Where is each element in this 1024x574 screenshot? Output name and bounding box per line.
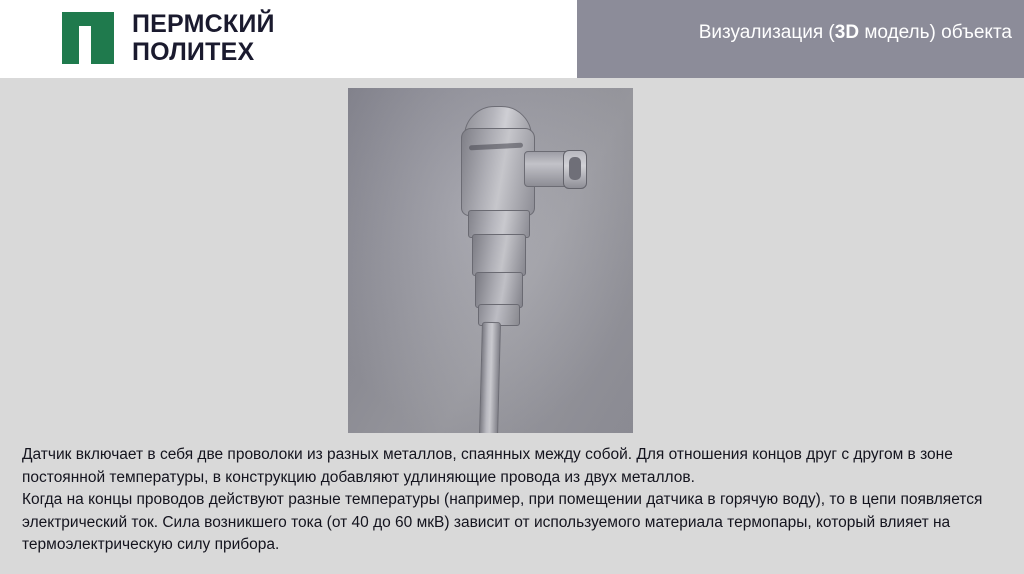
logo	[62, 10, 275, 66]
header-title-suffix: модель) объекта	[859, 22, 1012, 43]
body-paragraph-1: Датчик включает в себя две проволоки из разных металлов, спаянных между собой. Для отношения концов друг с другом в зоне постоянной температуры, в конструкцию добавляют удлиняющие провода из двух металлов.	[22, 446, 953, 486]
logo-line-1: ПЕРМСКИЙ	[132, 10, 275, 38]
slide-header	[0, 0, 1024, 78]
bottom-strip	[0, 564, 1024, 574]
header-title	[699, 22, 1012, 44]
logo-text	[132, 10, 275, 66]
temperature-sensor-model	[348, 88, 633, 433]
body-text	[22, 444, 1004, 557]
sensor-probe-rod	[477, 322, 501, 433]
model-viewport	[348, 88, 633, 433]
logo-line-2: ПОЛИТЕХ	[132, 38, 255, 66]
sensor-middle-nut	[472, 234, 526, 276]
sensor-lower-nut	[475, 272, 523, 308]
logo-notch	[79, 26, 91, 64]
header-title-bold: 3D	[834, 22, 860, 43]
header-title-prefix: Визуализация (	[698, 22, 835, 43]
sensor-cable-bore	[569, 157, 581, 180]
body-paragraph-2: Когда на концы проводов действуют разные температуры (например, при помещении датчика в горячую воду), то в цепи появляется электрический ток. Сила возникшего тока (от 40 до 60 мкВ) зависит от используемого материала термопары, который влияет на термоэлектрическую силу прибора.	[22, 491, 983, 553]
university-logo-icon	[62, 12, 114, 64]
